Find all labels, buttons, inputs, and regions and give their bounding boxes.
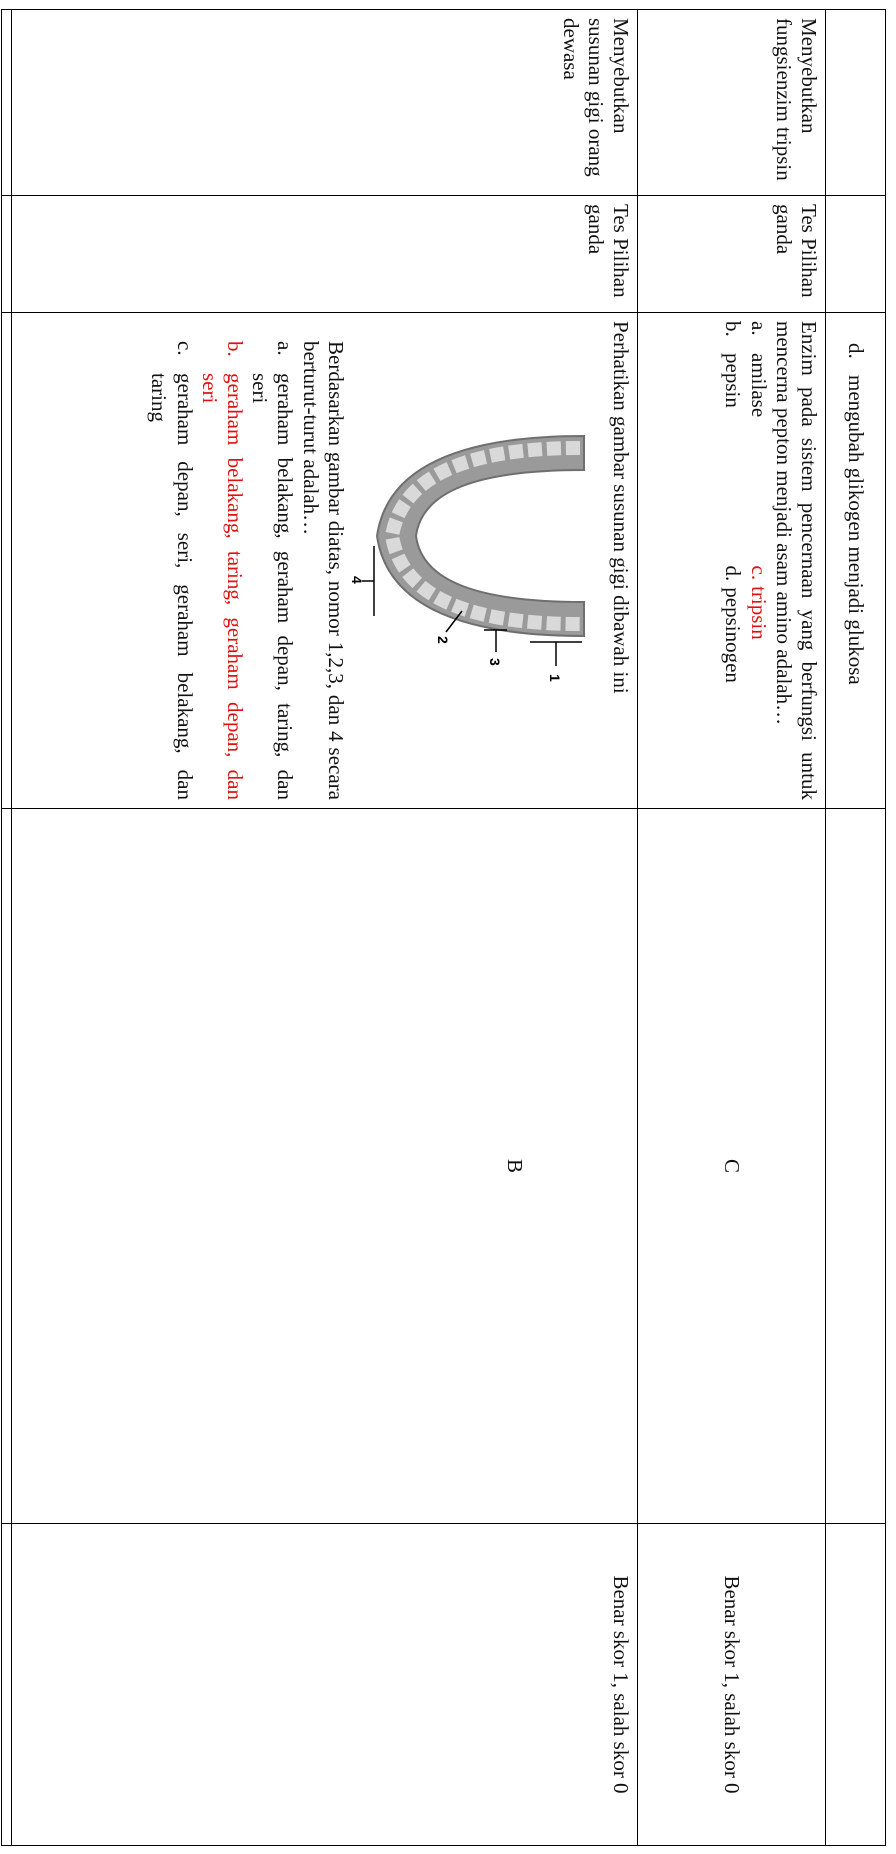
question-intro: Perhatikan gambar susunan gigi dibawah ini bbox=[609, 321, 633, 694]
answer-key: C bbox=[720, 1158, 745, 1173]
test-type-text: Tes Pilihan ganda bbox=[771, 204, 821, 298]
option-a bbox=[745, 321, 770, 556]
option-letter: d. bbox=[721, 565, 746, 582]
option-c bbox=[745, 566, 770, 801]
scoring-cell bbox=[826, 1524, 886, 1846]
question-cell bbox=[638, 313, 826, 809]
option-text: mengubah glikogen menjadi glukosa bbox=[844, 375, 869, 685]
option-letter: b. bbox=[721, 321, 746, 337]
scoring-text: Benar skor 1, salah skor 0 bbox=[609, 1575, 633, 1794]
indicator-cell bbox=[826, 10, 886, 196]
teeth-figure bbox=[348, 321, 602, 800]
question-cell bbox=[826, 313, 886, 809]
test-type-cell bbox=[638, 196, 826, 313]
figure-label-1: 1 bbox=[546, 673, 563, 682]
figure-label-2: 2 bbox=[434, 635, 451, 644]
test-type-cell bbox=[12, 196, 638, 313]
indicator-cell bbox=[12, 10, 638, 196]
table-row bbox=[2, 10, 12, 1846]
option-a bbox=[247, 341, 297, 800]
option-letter: c. bbox=[746, 565, 771, 581]
question-text: Berdasarkan gambar diatas, nomor 1,2,3, dan 4 secara berturut-turut adalah… bbox=[298, 341, 348, 800]
option-text: pepsinogen bbox=[721, 587, 746, 683]
scoring-cell bbox=[638, 1524, 826, 1846]
question-text: Enzim pada sistem pencernaan yang berfungsi untuk mencerna pepton menjadi asam amino adalah… bbox=[771, 321, 821, 800]
scoring-cell bbox=[12, 1524, 638, 1846]
scoring-text: Benar skor 1, salah skor 0 bbox=[720, 1575, 745, 1794]
figure-label-3: 3 bbox=[486, 657, 503, 666]
answer-options bbox=[720, 321, 770, 800]
option-text: tripsin bbox=[746, 586, 771, 640]
option-letter: a. bbox=[273, 341, 298, 356]
option-b bbox=[720, 321, 745, 556]
option-text: amilase bbox=[746, 353, 771, 418]
answer-cell bbox=[638, 809, 826, 1524]
dental-arch-illustration bbox=[348, 396, 602, 726]
option-c bbox=[146, 341, 196, 800]
question-cell bbox=[12, 313, 638, 809]
indicator-text: Menyebutkan fungsienzim tripsin bbox=[771, 18, 821, 181]
answer-cell bbox=[826, 809, 886, 1524]
indicator-cell bbox=[638, 10, 826, 196]
answer-key: B bbox=[503, 1158, 527, 1173]
option-text: geraham belakang, taring, geraham depan, dan seri bbox=[197, 373, 248, 800]
table-row bbox=[638, 10, 826, 1846]
option-letter: d. bbox=[844, 343, 869, 359]
indicator-text: Menyebutkan susunan gigi orang dewasa bbox=[558, 18, 633, 177]
option-text: pepsin bbox=[721, 353, 746, 408]
answer-options bbox=[146, 341, 297, 800]
table-row bbox=[826, 10, 886, 1846]
option-text: geraham belakang, geraham depan, taring, dan seri bbox=[248, 373, 298, 800]
option-text: geraham depan, seri, geraham belakang, dan taring bbox=[147, 373, 197, 800]
option-d bbox=[720, 566, 745, 801]
assessment-table bbox=[1, 9, 886, 1846]
dental-arch bbox=[377, 436, 584, 636]
test-type-text: Tes Pilihan ganda bbox=[583, 204, 633, 298]
option-letter: c. bbox=[172, 341, 197, 356]
table-row bbox=[12, 10, 638, 1846]
option-letter: b. bbox=[223, 341, 248, 357]
test-type-cell bbox=[826, 196, 886, 313]
option-b bbox=[197, 341, 247, 800]
option-letter: a. bbox=[746, 321, 771, 336]
answer-cell bbox=[12, 809, 638, 1524]
figure-label-4: 4 bbox=[348, 575, 365, 584]
